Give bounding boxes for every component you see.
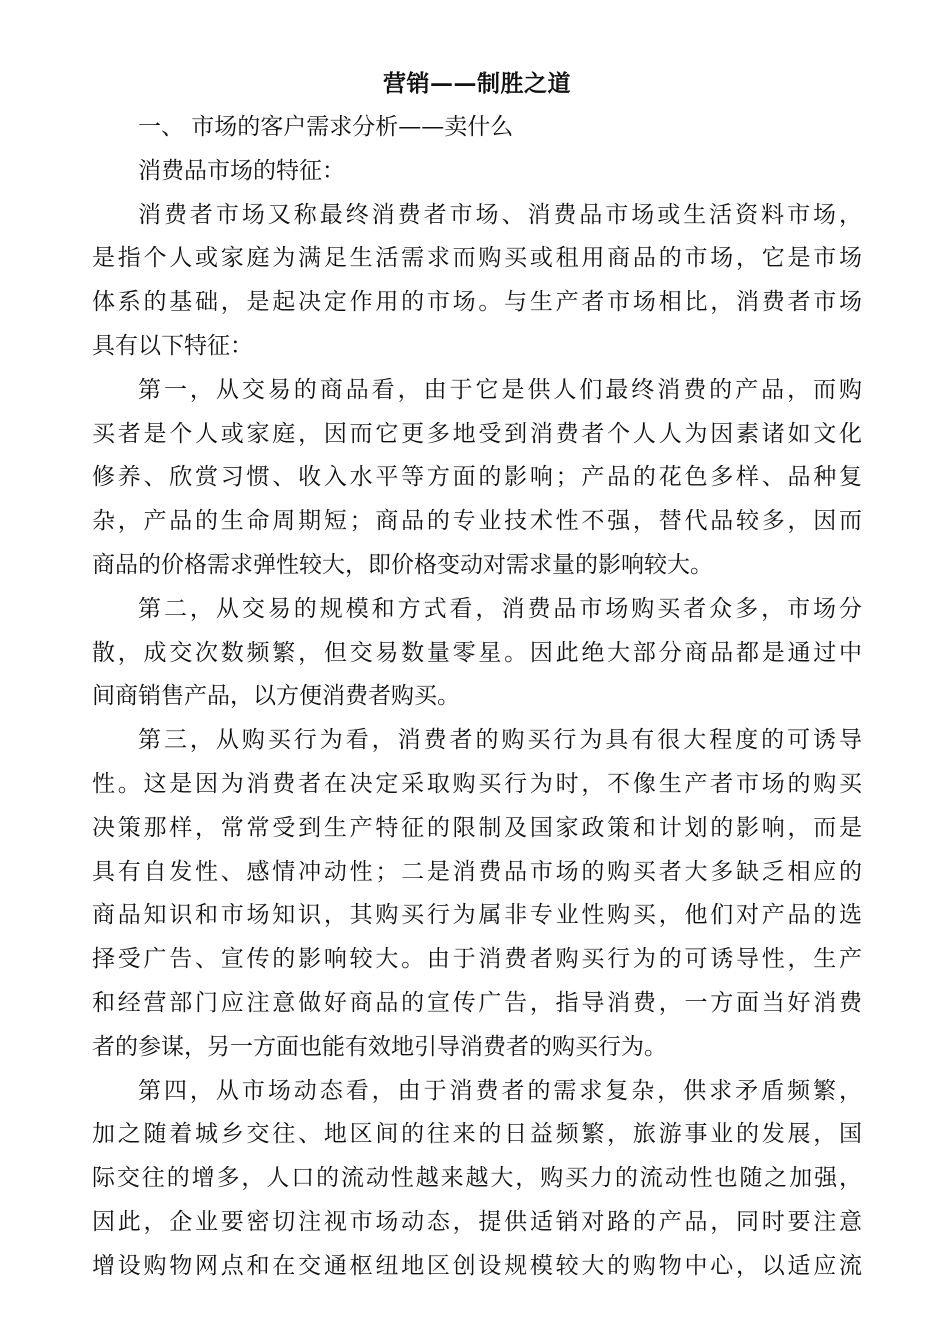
paragraph-fourth-feature	[92, 1070, 862, 1289]
document-page	[92, 62, 862, 1289]
paragraph-line: 商品知识和市场知识，其购买行为属非专业性购买，他们对产品的选	[92, 902, 862, 929]
paragraph-line: 增设购物网点和在交通枢纽地区创设规模较大的购物中心，以适应流	[92, 1252, 862, 1279]
paragraph-line: 际交往的增多，人口的流动性越来越大，购买力的流动性也随之加强，	[92, 1165, 862, 1192]
paragraph-line: 是指个人或家庭为满足生活需求而购买或租用商品的市场，它是市场	[92, 245, 862, 272]
paragraph-line: 杂，产品的生命周期短；商品的专业技术性不强，替代品较多，因而	[92, 508, 862, 535]
paragraph-line: 加之随着城乡交往、地区间的往来的日益频繁，旅游事业的发展，国	[92, 1121, 862, 1148]
paragraph-line: 因此，企业要密切注视市场动态，提供适销对路的产品，同时要注意	[92, 1208, 862, 1235]
paragraph-line: 择受广告、宣传的影响较大。由于消费者购买行为的可诱导性，生产	[92, 946, 862, 973]
section-heading: 一、 市场的客户需求分析——卖什么	[138, 114, 514, 140]
paragraph-second-feature	[92, 588, 862, 719]
paragraph-line: 商品的价格需求弹性较大，即价格变动对需求量的影响较大。	[92, 551, 713, 578]
paragraph-line: 具有自发性、感情冲动性；二是消费品市场的购买者大多缺乏相应的	[92, 858, 862, 885]
paragraph-line: 第四，从市场动态看，由于消费者的需求复杂，供求矛盾频繁，	[138, 1077, 862, 1104]
document-title: 营销——制胜之道	[383, 70, 571, 97]
paragraph-line: 散，成交次数频繁，但交易数量零星。因此绝大部分商品都是通过中	[92, 639, 862, 666]
paragraph-line: 买者是个人或家庭，因而它更多地受到消费者个人人为因素诸如文化	[92, 420, 862, 447]
paragraph-line: 和经营部门应注意做好商品的宣传广告，指导消费，一方面当好消费	[92, 989, 862, 1016]
paragraph-consumer-market	[92, 194, 862, 369]
paragraph-line: 体系的基础，是起决定作用的市场。与生产者市场相比，消费者市场	[92, 289, 862, 316]
paragraph-third-feature	[92, 719, 862, 1069]
paragraph-line: 第二，从交易的规模和方式看，消费品市场购买者众多，市场分	[138, 595, 862, 622]
paragraph-line: 间商销售产品，以方便消费者购买。	[92, 683, 460, 710]
paragraph-line: 具有以下特征：	[92, 332, 253, 359]
paragraph-line: 性。这是因为消费者在决定采取购买行为时，不像生产者市场的购买	[92, 770, 862, 797]
paragraph-first-feature	[92, 369, 862, 588]
paragraph-line: 决策那样，常常受到生产特征的限制及国家政策和计划的影响，而是	[92, 814, 862, 841]
paragraph-line: 消费者市场又称最终消费者市场、消费品市场或生活资料市场，	[138, 201, 862, 228]
paragraph-line: 第三，从购买行为看，消费者的购买行为具有很大程度的可诱导	[138, 727, 862, 754]
paragraph-line: 者的参谋，另一方面也能有效地引导消费者的购买行为。	[92, 1033, 667, 1060]
paragraph-line: 修养、欣赏习惯、收入水平等方面的影响；产品的花色多样、品种复	[92, 464, 862, 491]
paragraph-line: 第一，从交易的商品看，由于它是供人们最终消费的产品，而购	[138, 376, 862, 403]
sub-heading: 消费品市场的特征：	[138, 157, 345, 184]
